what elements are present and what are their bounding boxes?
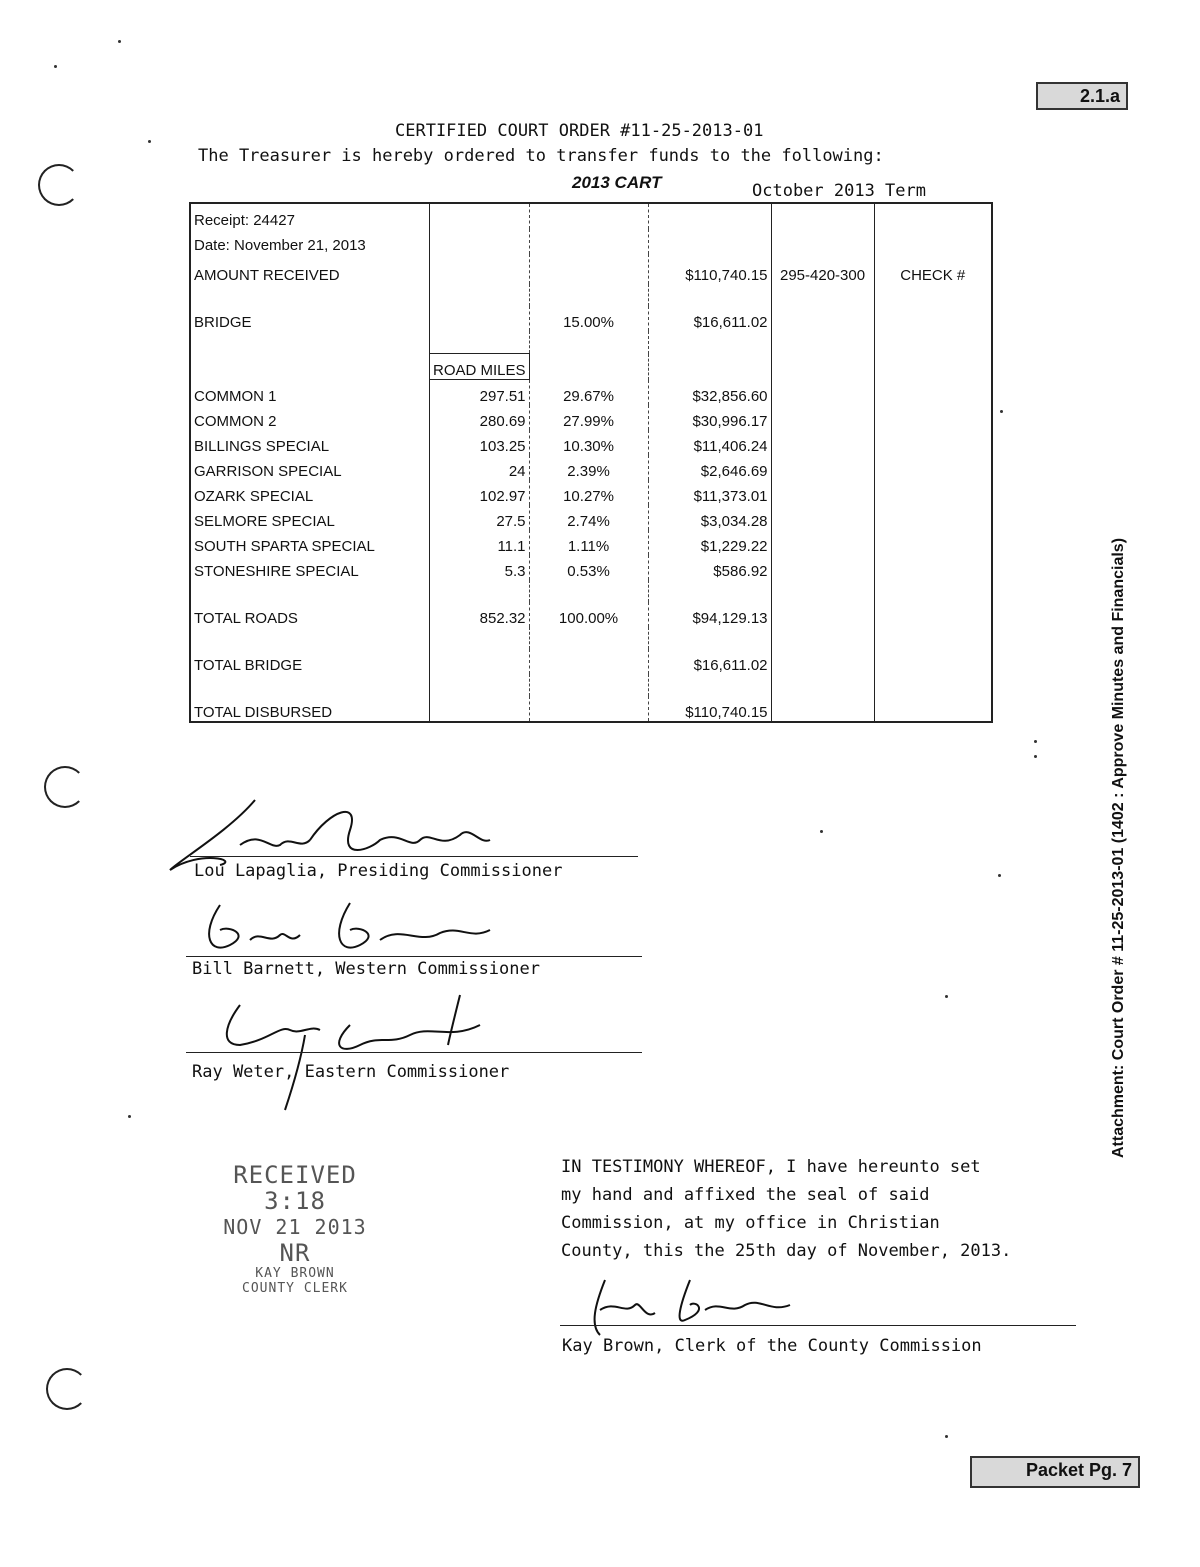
table-row bbox=[190, 306, 992, 331]
fund-label: COMMON 1 bbox=[190, 380, 430, 406]
fund-amount: $30,996.17 bbox=[648, 405, 771, 430]
eastern-commissioner-name: Ray Weter, Eastern Commissioner bbox=[192, 1062, 510, 1082]
binder-hole-icon bbox=[46, 1368, 88, 1410]
table-row bbox=[190, 505, 992, 530]
testimony-line: Commission, at my office in Christian bbox=[561, 1213, 940, 1233]
fund-amount: $11,406.24 bbox=[648, 430, 771, 455]
total-disbursed-label: TOTAL DISBURSED bbox=[190, 696, 430, 722]
fund-miles: 27.5 bbox=[430, 505, 530, 530]
total-disbursed-amount: $110,740.15 bbox=[648, 696, 771, 722]
western-signature-icon bbox=[190, 895, 510, 965]
fund-label: GARRISON SPECIAL bbox=[190, 455, 430, 480]
table-row bbox=[190, 696, 992, 722]
binder-hole-icon bbox=[38, 164, 80, 206]
table-row bbox=[190, 354, 992, 380]
signature-line bbox=[190, 856, 638, 857]
bridge-label: BRIDGE bbox=[190, 306, 430, 331]
amount-received-value: $110,740.15 bbox=[648, 254, 771, 284]
received-stamp bbox=[205, 1162, 385, 1296]
testimony-line: IN TESTIMONY WHEREOF, I have hereunto set bbox=[561, 1157, 981, 1177]
funds-table bbox=[189, 202, 993, 723]
table-row bbox=[190, 455, 992, 480]
fund-percent: 10.27% bbox=[529, 480, 648, 505]
fund-label: SOUTH SPARTA SPECIAL bbox=[190, 530, 430, 555]
signature-line bbox=[186, 1052, 642, 1053]
fund-percent: 2.74% bbox=[529, 505, 648, 530]
table-row bbox=[190, 254, 992, 284]
table-row bbox=[190, 203, 992, 229]
stamp-initials: NR bbox=[279, 1239, 311, 1267]
fund-miles: 5.3 bbox=[430, 555, 530, 580]
fund-percent: 1.11% bbox=[529, 530, 648, 555]
eastern-signature-icon bbox=[210, 985, 510, 1115]
table-row bbox=[190, 530, 992, 555]
fund-amount: $586.92 bbox=[648, 555, 771, 580]
fund-miles: 103.25 bbox=[430, 430, 530, 455]
fund-amount: $3,034.28 bbox=[648, 505, 771, 530]
western-commissioner-name: Bill Barnett, Western Commissioner bbox=[192, 959, 540, 979]
order-intro: The Treasurer is hereby ordered to transfer funds to the following: bbox=[198, 146, 884, 166]
total-bridge-label: TOTAL BRIDGE bbox=[190, 649, 430, 674]
clerk-name: Kay Brown, Clerk of the County Commission bbox=[562, 1336, 982, 1356]
stamp-clerk-name: KAY BROWN bbox=[255, 1266, 335, 1281]
fund-amount: $1,229.22 bbox=[648, 530, 771, 555]
date-label: Date: November 21, 2013 bbox=[190, 229, 430, 254]
packet-page-badge: Packet Pg. 7 bbox=[970, 1456, 1140, 1488]
table-row bbox=[190, 229, 992, 254]
total-roads-percent: 100.00% bbox=[529, 602, 648, 627]
fund-label: OZARK SPECIAL bbox=[190, 480, 430, 505]
testimony-line: County, this the 25th day of November, 2013. bbox=[561, 1241, 1012, 1261]
signature-line bbox=[186, 956, 642, 957]
fund-miles: 24 bbox=[430, 455, 530, 480]
cart-title: 2013 CART bbox=[572, 173, 662, 192]
total-roads-amount: $94,129.13 bbox=[648, 602, 771, 627]
fund-miles: 280.69 bbox=[430, 405, 530, 430]
table-row bbox=[190, 649, 992, 674]
table-row bbox=[190, 430, 992, 455]
testimony-line: my hand and affixed the seal of said bbox=[561, 1185, 930, 1205]
stamp-received: RECEIVED bbox=[233, 1161, 357, 1189]
stamp-time: 3:18 bbox=[264, 1187, 326, 1215]
fund-miles: 102.97 bbox=[430, 480, 530, 505]
table-row bbox=[190, 405, 992, 430]
stamp-date: NOV 21 2013 bbox=[223, 1215, 367, 1239]
fund-label: STONESHIRE SPECIAL bbox=[190, 555, 430, 580]
road-miles-header: ROAD MILES bbox=[430, 354, 530, 380]
fund-label: SELMORE SPECIAL bbox=[190, 505, 430, 530]
table-row bbox=[190, 480, 992, 505]
total-bridge-amount: $16,611.02 bbox=[648, 649, 771, 674]
fund-amount: $2,646.69 bbox=[648, 455, 771, 480]
table-row bbox=[190, 555, 992, 580]
fund-percent: 27.99% bbox=[529, 405, 648, 430]
check-label: CHECK # bbox=[900, 267, 966, 284]
presiding-commissioner-name: Lou Lapaglia, Presiding Commissioner bbox=[194, 861, 563, 881]
fund-percent: 0.53% bbox=[529, 555, 648, 580]
total-roads-miles: 852.32 bbox=[430, 602, 530, 627]
fund-label: BILLINGS SPECIAL bbox=[190, 430, 430, 455]
term-title: October 2013 Term bbox=[752, 181, 926, 201]
bridge-amount: $16,611.02 bbox=[648, 306, 771, 331]
fund-miles: 297.51 bbox=[430, 380, 530, 406]
signature-line bbox=[560, 1325, 1076, 1326]
clerk-signature-icon bbox=[580, 1275, 810, 1345]
total-roads-label: TOTAL ROADS bbox=[190, 602, 430, 627]
order-title: CERTIFIED COURT ORDER #11-25-2013-01 bbox=[395, 121, 764, 141]
fund-amount: $32,856.60 bbox=[648, 380, 771, 406]
fund-amount: $11,373.01 bbox=[648, 480, 771, 505]
bridge-percent: 15.00% bbox=[529, 306, 648, 331]
account-number: 295-420-300 bbox=[771, 254, 874, 284]
testimony-paragraph bbox=[561, 1153, 1121, 1265]
page-ref-badge: 2.1.a bbox=[1036, 82, 1128, 110]
fund-percent: 10.30% bbox=[529, 430, 648, 455]
attachment-note: Attachment: Court Order # 11-25-2013-01 (1402 : Approve Minutes and Financials) bbox=[1110, 537, 1127, 1158]
stamp-clerk-office: COUNTY CLERK bbox=[242, 1281, 348, 1296]
fund-miles: 11.1 bbox=[430, 530, 530, 555]
table-row bbox=[190, 602, 992, 627]
fund-percent: 2.39% bbox=[529, 455, 648, 480]
amount-received-label: AMOUNT RECEIVED bbox=[190, 254, 430, 284]
binder-hole-icon bbox=[44, 766, 86, 808]
fund-percent: 29.67% bbox=[529, 380, 648, 406]
table-row bbox=[190, 380, 992, 406]
receipt-label: Receipt: 24427 bbox=[190, 203, 430, 229]
fund-label: COMMON 2 bbox=[190, 405, 430, 430]
